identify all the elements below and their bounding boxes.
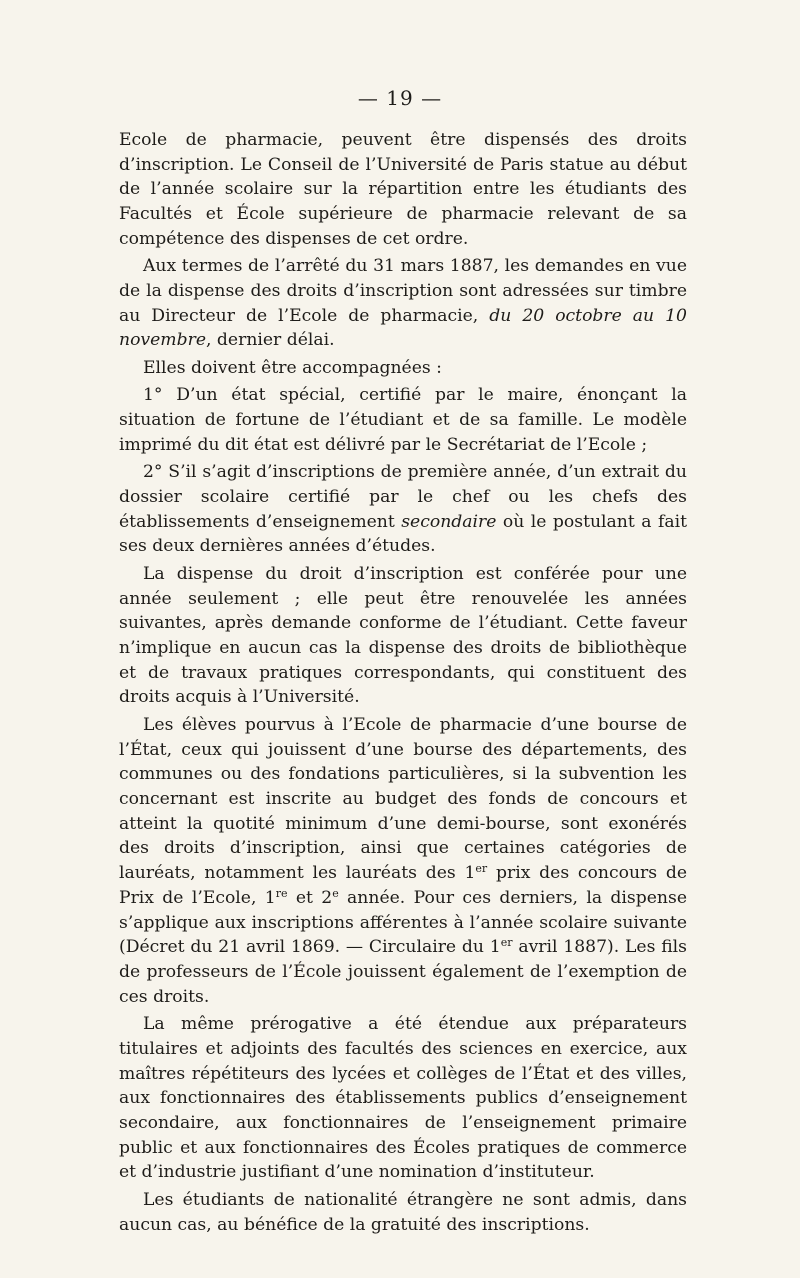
superscript-text: er (475, 862, 488, 876)
text-run: 2° S’il s’agit d’inscriptions de première année, d’un extrait du dossier scolaire certifié par le chef ou les chefs des établissements d’enseignement (119, 462, 687, 532)
paragraph (119, 713, 687, 1009)
paragraph (119, 254, 687, 353)
superscript-text: er (500, 936, 513, 950)
paragraph (119, 1188, 687, 1237)
paragraph (119, 460, 687, 559)
text-run: La même prérogative a été étendue aux préparateurs titulaires et adjoints des facultés des sciences en exercice, aux maîtres répétiteurs des lycées et collèges de l’État et des villes, aux fonctionnaires des établissements publics d’enseignement secondaire, aux fonctionnaires de l’enseignement primaire public et aux fonctionnaires des Écoles pratiques de commerce et d’industrie justifiant d’une nomination d’instituteur. (119, 1014, 687, 1183)
text-run: Aux termes de l’arrêté du 31 mars 1887, les demandes en vue de la dispense des droits d’inscription sont adressées sur timbre au Directeur de l’Ecole de pharmacie, (119, 256, 687, 326)
superscript-text: e (332, 886, 339, 900)
italic-text: secondaire (401, 511, 497, 532)
text-run: Elles doivent être accompagnées : (143, 357, 442, 378)
body-text (119, 128, 687, 1237)
text-run: et 2 (287, 887, 333, 908)
paragraph (119, 128, 687, 252)
paragraph (119, 562, 687, 710)
paragraph (119, 1012, 687, 1185)
text-run: 1° D’un état spécial, certifié par le maire, énonçant la situation de fortune de l’étudiant et de sa famille. Le modèle imprimé du dit état est délivré par le Secrétariat de l’Ecole ; (119, 385, 687, 455)
text-run: Ecole de pharmacie, peuvent être dispensés des droits d’inscription. Le Conseil de l’Université de Paris statue au début de l’année scolaire sur la répartition entre les étudiants des Facultés et École supérieure de pharmacie relevant de sa compétence des dispenses de cet ordre. (119, 130, 687, 249)
text-run: , dernier délai. (206, 330, 335, 351)
text-run: année. Pour ces derniers, la dispense s’applique aux inscriptions afférentes à l’année scolaire suivante (Décret du 21 avril 1869. — Circulaire du 1 (119, 887, 687, 958)
text-run: où le postulant a fait ses deux dernières années d’études. (119, 511, 687, 557)
paragraph (119, 383, 687, 457)
page-number: — 19 — (357, 86, 443, 110)
text-run: prix des concours de Prix de l’Ecole, 1 (119, 863, 687, 908)
italic-text: du 20 octobre au 10 novembre (119, 305, 687, 351)
text-run: Les étudiants de nationalité étrangère ne sont admis, dans aucun cas, au bénéfice de la gratuité des inscriptions. (119, 1189, 687, 1235)
text-run: Les élèves pourvus à l’Ecole de pharmacie d’une bourse de l’État, ceux qui jouissent d’une bourse des départements, des communes ou des fondations particulières, si la subvention les concernant est inscrite au budget des fonds de concours et atteint la quotité minimum d’une demi-bourse, sont exonérés des droits d’inscription, ainsi que certaines catégories de lauréats, notamment les lauréats des 1 (119, 714, 687, 884)
text-run: avril 1887). Les fils de professeurs de l’École jouissent également de l’exemption de ces droits. (119, 937, 688, 1007)
superscript-text: re (275, 886, 288, 900)
paragraph (119, 356, 687, 381)
text-run: La dispense du droit d’inscription est conférée pour une année seulement ; elle peut être renouvelée les années suivantes, après demande conforme de l’étudiant. Cette faveur n’implique en aucun cas la dispense des droits de bibliothèque et de travaux pratiques correspondants, qui constituent des droits acquis à l’Université. (119, 563, 687, 708)
